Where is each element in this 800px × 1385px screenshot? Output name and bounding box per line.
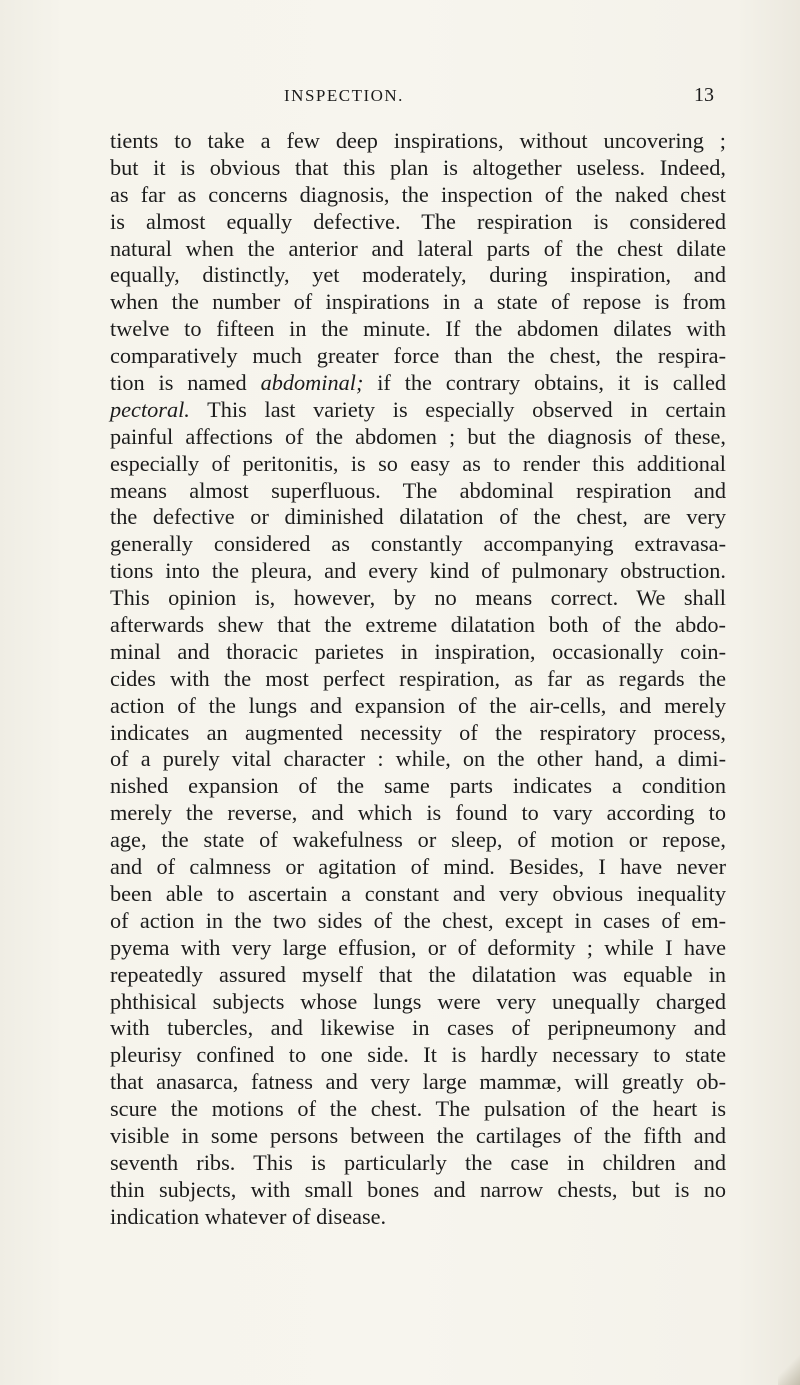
text-line xyxy=(110,720,726,747)
italic-term: abdominal; xyxy=(260,370,364,396)
text-line xyxy=(110,397,726,424)
text-line xyxy=(110,1204,726,1231)
text-segment: pyema with very large effusion, or of deformity ; while I have xyxy=(110,934,726,960)
text-segment: repeatedly assured myself that the dilatation was equable in xyxy=(110,961,726,987)
text-segment: especially of peritonitis, is so easy as to render this additional xyxy=(110,450,726,476)
text-line xyxy=(110,989,726,1016)
text-segment: thin subjects, with small bones and narrow chests, but is no xyxy=(110,1176,726,1202)
text-line xyxy=(110,289,726,316)
text-segment: minal and thoracic parietes in inspiration, occasionally coin- xyxy=(110,638,726,664)
text-line xyxy=(110,746,726,773)
text-segment: been able to ascertain a constant and very obvious inequality xyxy=(110,880,726,906)
text-segment: painful affections of the abdomen ; but the diagnosis of these, xyxy=(110,423,726,449)
text-segment: means almost superfluous. The abdominal respiration and xyxy=(110,477,726,503)
text-segment: if the contrary obtains, it is called xyxy=(363,370,726,396)
text-line xyxy=(110,209,726,236)
text-line xyxy=(110,504,726,531)
text-line xyxy=(110,1042,726,1069)
text-segment: but it is obvious that this plan is altogether useless. Indeed, xyxy=(110,154,726,180)
text-segment: indicates an augmented necessity of the respiratory process, xyxy=(110,719,726,745)
text-line xyxy=(110,962,726,989)
text-segment: scure the motions of the chest. The pulsation of the heart is xyxy=(110,1096,726,1122)
text-segment: tients to take a few deep inspirations, without uncovering ; xyxy=(110,128,726,153)
text-line xyxy=(110,773,726,800)
text-line xyxy=(110,612,726,639)
text-segment: phthisical subjects whose lungs were very unequally charged xyxy=(110,988,726,1014)
text-line xyxy=(110,155,726,182)
running-head xyxy=(0,86,800,110)
text-line xyxy=(110,558,726,585)
text-line xyxy=(110,1015,726,1042)
text-segment: with tubercles, and likewise in cases of peripneumony and xyxy=(110,1015,726,1041)
text-segment: that anasarca, fatness and very large mammæ, will greatly ob- xyxy=(110,1069,726,1095)
running-head-title: INSPECTION. xyxy=(284,86,404,105)
text-segment: generally considered as constantly accompanying extravasa- xyxy=(110,531,726,557)
text-segment: tions into the pleura, and every kind of pulmonary obstruction. xyxy=(110,558,726,584)
text-line xyxy=(110,1150,726,1177)
text-segment: twelve to fifteen in the minute. If the abdomen dilates with xyxy=(110,316,726,342)
text-line xyxy=(110,854,726,881)
text-line xyxy=(110,639,726,666)
text-line xyxy=(110,666,726,693)
text-line xyxy=(110,908,726,935)
text-segment: nished expansion of the same parts indicates a condition xyxy=(110,773,726,799)
text-segment: age, the state of wakefulness or sleep, of motion or repose, xyxy=(110,827,726,853)
text-line xyxy=(110,1123,726,1150)
text-segment: and of calmness or agitation of mind. Besides, I have never xyxy=(110,854,726,880)
text-line xyxy=(110,693,726,720)
text-segment: indication whatever of disease. xyxy=(110,1203,387,1229)
text-segment: cides with the most perfect respiration, as far as regards the xyxy=(110,665,726,691)
text-line xyxy=(110,827,726,854)
body-paragraph xyxy=(110,128,726,1231)
text-segment: of a purely vital character : while, on the other hand, a dimi- xyxy=(110,746,726,772)
text-line xyxy=(110,478,726,505)
text-line xyxy=(110,262,726,289)
text-line xyxy=(110,236,726,263)
text-segment: afterwards shew that the extreme dilatation both of the abdo- xyxy=(110,612,726,638)
text-segment: when the number of inspirations in a state of repose is from xyxy=(110,289,726,315)
text-segment: the defective or diminished dilatation of the chest, are very xyxy=(110,504,726,530)
text-segment: natural when the anterior and lateral parts of the chest dilate xyxy=(110,235,726,261)
text-line xyxy=(110,424,726,451)
text-segment: equally, distinctly, yet moderately, during inspiration, and xyxy=(110,262,726,288)
text-segment: seventh ribs. This is particularly the case in children and xyxy=(110,1149,726,1175)
text-segment: as far as concerns diagnosis, the inspection of the naked chest xyxy=(110,181,726,207)
page-corner-wear xyxy=(778,1355,800,1385)
text-segment: action of the lungs and expansion of the air-cells, and merely xyxy=(110,692,726,718)
text-segment: tion is named xyxy=(110,370,261,396)
text-segment: of action in the two sides of the chest, except in cases of em- xyxy=(110,907,726,933)
text-line xyxy=(110,182,726,209)
text-line xyxy=(110,585,726,612)
text-segment: comparatively much greater force than the chest, the respira- xyxy=(110,343,726,369)
text-line xyxy=(110,935,726,962)
text-line xyxy=(110,370,726,397)
text-segment: is almost equally defective. The respiration is considered xyxy=(110,208,726,234)
text-line xyxy=(110,128,726,155)
text-line xyxy=(110,1177,726,1204)
text-line xyxy=(110,531,726,558)
text-line xyxy=(110,451,726,478)
page-number: 13 xyxy=(694,84,714,106)
italic-term: pectoral. xyxy=(110,396,190,422)
text-segment: pleurisy confined to one side. It is hardly necessary to state xyxy=(110,1042,726,1068)
text-line xyxy=(110,1096,726,1123)
text-segment: visible in some persons between the cartilages of the fifth and xyxy=(110,1122,726,1148)
text-line xyxy=(110,316,726,343)
text-line xyxy=(110,343,726,370)
text-line xyxy=(110,881,726,908)
text-line xyxy=(110,1069,726,1096)
text-segment: This last variety is especially observed in certain xyxy=(189,396,726,422)
text-segment: merely the reverse, and which is found to vary according to xyxy=(110,800,726,826)
text-line xyxy=(110,800,726,827)
text-segment: This opinion is, however, by no means correct. We shall xyxy=(110,585,726,611)
